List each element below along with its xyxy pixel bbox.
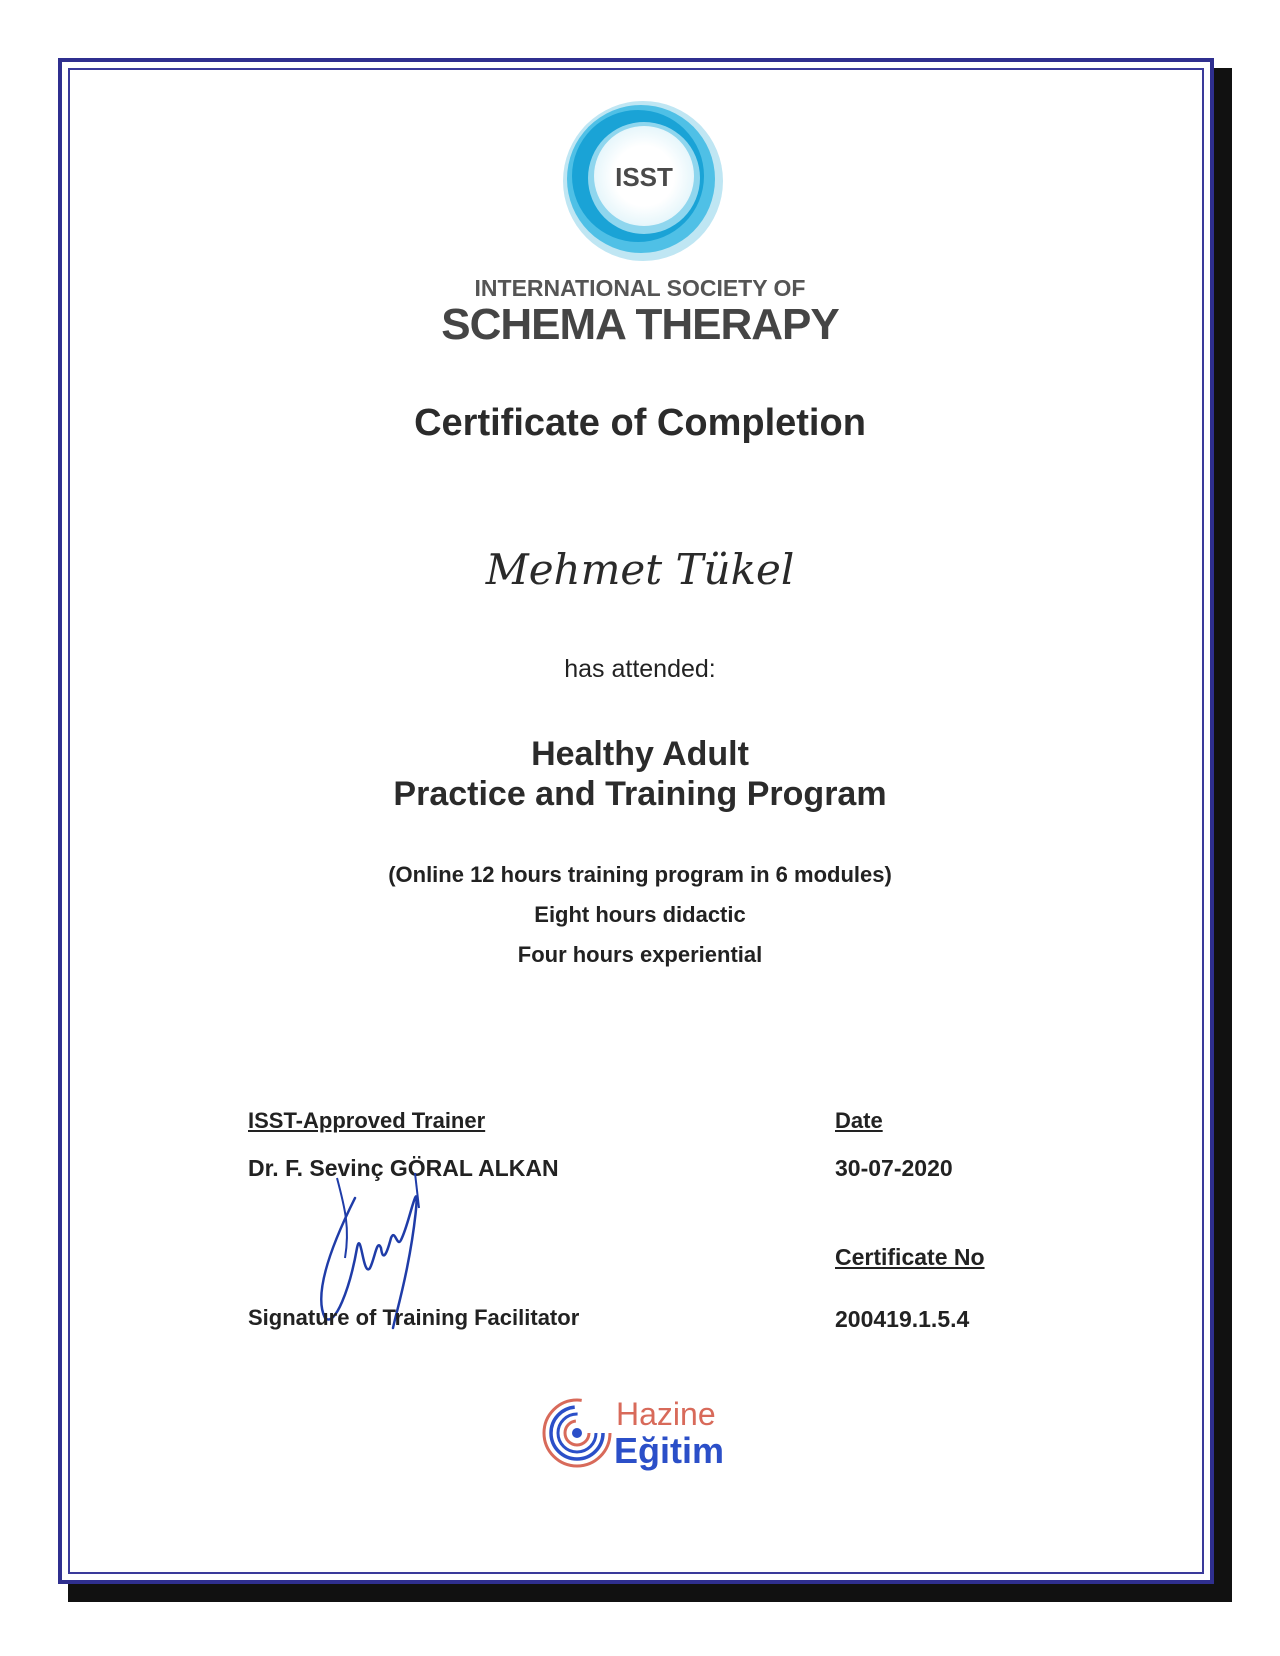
program-title-line1: Healthy Adult [531,735,749,773]
program-detail: Four hours experiential [517,942,763,967]
date-label: Date [835,1108,883,1133]
isst-emblem-text: ISST [615,162,673,192]
program-title-line2: Practice and Training Program [393,775,887,813]
program-detail: Eight hours didactic [534,902,746,927]
org-name-line1: INTERNATIONAL SOCIETY OF [474,275,806,301]
signature-label: Signature of Training Facilitator [248,1305,580,1330]
hazine-logo-icon [540,1396,614,1470]
hazine-logo-text: Hazine [616,1396,716,1432]
org-name-line2: SCHEMA THERAPY [441,300,839,349]
certificate-no-label: Certificate No [835,1244,985,1270]
certificate-title: Certificate of Completion [414,402,866,444]
program-detail: (Online 12 hours training program in 6 modules) [388,862,892,887]
trainer-name: Dr. F. Sevinç GÖRAL ALKAN [248,1155,559,1181]
certificate-no-value: 200419.1.5.4 [835,1306,970,1332]
egitim-logo-text: Eğitim [614,1430,725,1471]
attended-text: has attended: [564,655,716,683]
recipient-name: Mehmet Tükel [485,545,795,594]
date-value: 30-07-2020 [835,1155,953,1181]
trainer-label: ISST-Approved Trainer [248,1108,486,1133]
isst-logo-icon [558,96,728,266]
